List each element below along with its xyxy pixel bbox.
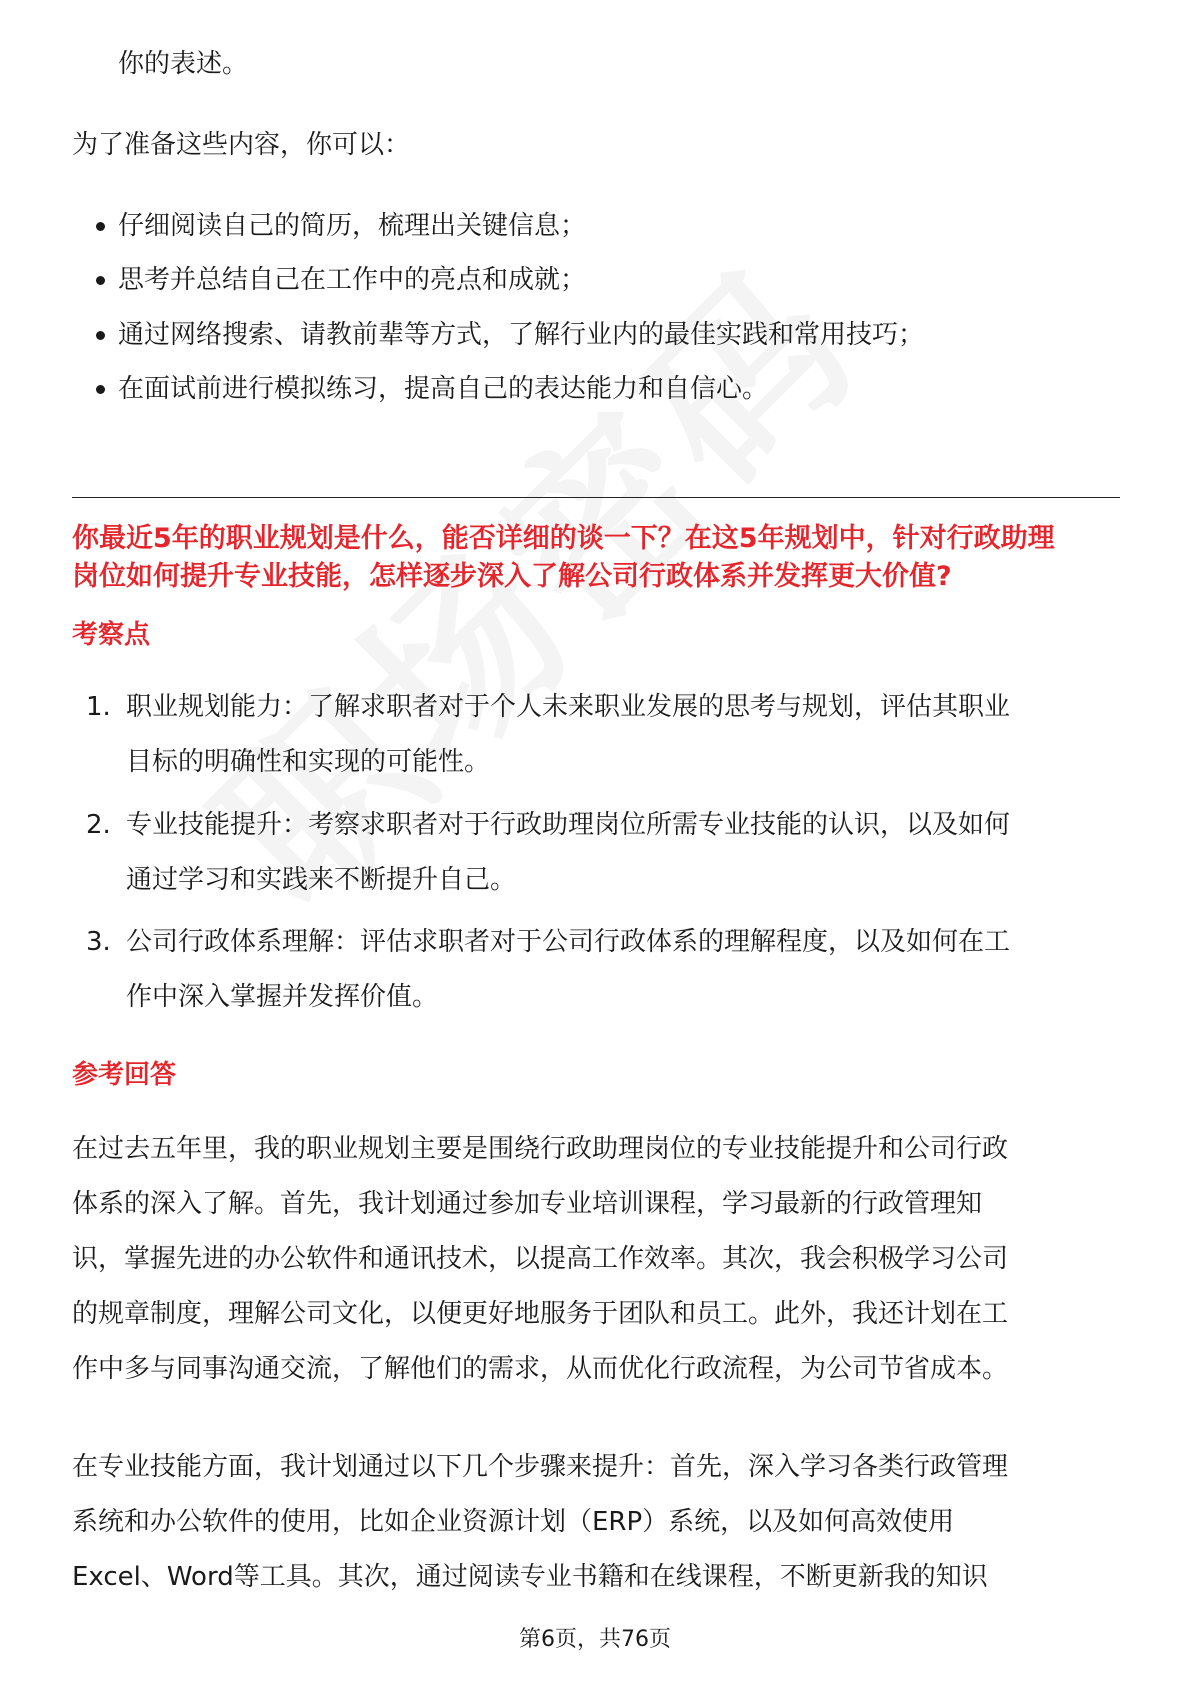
bullet-dot	[96, 385, 105, 394]
item-text: 专业技能提升：考察求职者对于行政助理岗位所需专业技能的认识，以及如何	[126, 810, 1011, 840]
paragraph-line: 作中多与同事沟通交流，了解他们的需求，从而优化行政流程，为公司节省成本。	[72, 1354, 1009, 1384]
item-number: 2.	[86, 810, 111, 840]
intro-continuation: 你的表述。	[118, 49, 249, 79]
bullet-text: 仔细阅读自己的简历，梳理出关键信息；	[118, 211, 587, 241]
item-number: 1.	[86, 692, 111, 722]
paragraph-line: 体系的深入了解。首先，我计划通过参加专业培训课程，学习最新的行政管理知	[72, 1189, 983, 1219]
answer-title: 参考回答	[72, 1060, 177, 1090]
item-text: 公司行政体系理解：评估求职者对于公司行政体系的理解程度，以及如何在工	[126, 927, 1011, 957]
item-text: 职业规划能力：了解求职者对于个人未来职业发展的思考与规划，评估其职业	[126, 692, 1011, 722]
paragraph-line: 在过去五年里，我的职业规划主要是围绕行政助理岗位的专业技能提升和公司行政	[72, 1134, 1009, 1164]
item-text: 目标的明确性和实现的可能性。	[126, 747, 491, 777]
paragraph-line: 在专业技能方面，我计划通过以下几个步骤来提升：首先，深入学习各类行政管理	[72, 1452, 1009, 1482]
question-line-2: 岗位如何提升专业技能，怎样逐步深入了解公司行政体系并发挥更大价值?	[72, 561, 952, 592]
bullet-dot	[96, 222, 105, 231]
section-divider	[72, 497, 1120, 498]
paragraph-line: 的规章制度，理解公司文化，以便更好地服务于团队和员工。此外，我还计划在工	[72, 1299, 1009, 1329]
item-text: 作中深入掌握并发挥价值。	[126, 982, 439, 1012]
paragraph-line: Excel、Word等工具。其次，通过阅读专业书籍和在线课程，不断更新我的知识	[72, 1562, 988, 1592]
intro-lead: 为了准备这些内容，你可以：	[72, 130, 411, 160]
page-number: 第6页，共76页	[519, 1627, 671, 1652]
assessment-title: 考察点	[72, 620, 151, 650]
question-line-1: 你最近5年的职业规划是什么，能否详细的谈一下？在这5年规划中，针对行政助理	[72, 523, 1055, 554]
item-text: 通过学习和实践来不断提升自己。	[126, 865, 517, 895]
paragraph-line: 系统和办公软件的使用，比如企业资源计划（ERP）系统，以及如何高效使用	[72, 1507, 955, 1537]
bullet-text: 思考并总结自己在工作中的亮点和成就；	[118, 265, 587, 295]
bullet-text: 通过网络搜索、请教前辈等方式，了解行业内的最佳实践和常用技巧；	[118, 320, 925, 350]
bullet-text: 在面试前进行模拟练习，提高自己的表达能力和自信心。	[118, 374, 769, 404]
item-number: 3.	[86, 927, 111, 957]
bullet-dot	[96, 331, 105, 340]
bullet-dot	[96, 276, 105, 285]
paragraph-line: 识，掌握先进的办公软件和通讯技术，以提高工作效率。其次，我会积极学习公司	[72, 1244, 1009, 1274]
